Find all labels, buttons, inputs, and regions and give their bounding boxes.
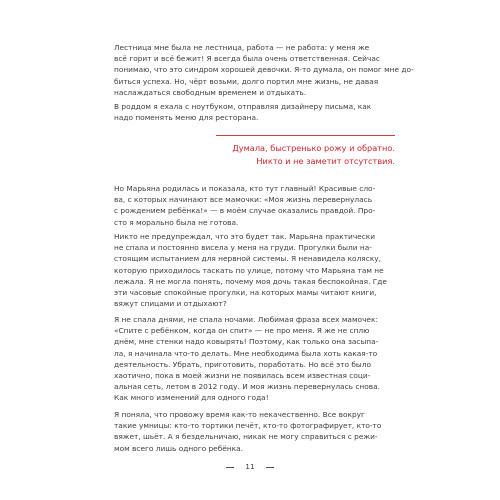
paragraph-1 bbox=[114, 42, 414, 98]
paragraph-3 bbox=[114, 183, 392, 228]
text-line: надо поменять меню для ресторана. bbox=[114, 113, 259, 123]
paragraph-5 bbox=[114, 314, 392, 404]
text-line: не спала и постоянно висела у меня на груди. Прогулки были на- bbox=[114, 243, 372, 253]
text-line: всё горит и всё бежит! Я всегда была очень ответственная. Сейчас bbox=[114, 54, 380, 64]
pull-quote-line: Думала, быстренько рожу и обратно. bbox=[232, 143, 395, 153]
text-line: лежала. Я не могла понять, почему моя дочь такая беспокойная. Где bbox=[114, 276, 387, 286]
paragraph-4 bbox=[114, 231, 392, 309]
text-line: которую приходилось таскать по улице, потому что Марьяна там не bbox=[114, 265, 384, 275]
text-line: понимаю, что это синдром хорошей девочки. Я-то думала, он помог мне до- bbox=[114, 65, 414, 75]
text-line: деятельность. Убрать, приготовить, поработать. Но всё это было bbox=[114, 359, 371, 369]
text-line: наслаждаться свободным временем и отдыхать. bbox=[114, 87, 307, 97]
text-line: Как много изменений для одного года! bbox=[114, 393, 269, 403]
page-number: 11 bbox=[245, 462, 255, 471]
text-line: ла, я начинала что-то делать. Мне необходима была хоть какая-то bbox=[114, 348, 378, 358]
text-line: «Спите с ребёнком, когда он спит» — не про меня. Я же не сплю bbox=[114, 326, 370, 336]
pull-quote bbox=[160, 142, 395, 167]
text-line: такие умницы: кто-то тортики печёт, кто-то фотографирует, кто-то bbox=[114, 421, 382, 431]
pull-quote-line: Никто и не заметит отсутствия. bbox=[256, 155, 395, 166]
paragraph-6 bbox=[114, 409, 392, 454]
text-line: днём, мне стенки надо ковырять! Поэтому, как только она засыпа- bbox=[114, 337, 379, 347]
text-line: альная сеть, летом в 2012 году. И моя жизнь перевернулась снова. bbox=[114, 382, 380, 392]
page-footer bbox=[0, 461, 500, 473]
paragraph-2 bbox=[114, 101, 392, 123]
text-line: сто я морально была не готова. bbox=[114, 217, 239, 227]
text-line: В роддом я ехала с ноутбуком, отправляя дизайнеру письма, как bbox=[114, 102, 372, 111]
text-line: Но Марьяна родилась и показала, кто тут главный! Красивые сло- bbox=[114, 184, 376, 193]
text-line: стоящим испытанием для нервной системы. Я ненавидела коляску, bbox=[114, 254, 382, 264]
footer-dash-left bbox=[226, 467, 234, 468]
text-line: с рождением ребёнка!» — в моём случае оказались правдой. Про- bbox=[114, 206, 376, 216]
text-line: мом всего лишь одного ребёнка. bbox=[114, 443, 243, 453]
text-line: Я не спала днями, не спала ночами. Любимая фраза всех мамочек: bbox=[114, 315, 378, 324]
text-line: Никто не предупреждал, что это будет так. Марьяна практически bbox=[114, 232, 376, 241]
footer-dash-right bbox=[266, 467, 274, 468]
text-line: хаотично, пока в моей жизни не появилась всем известная соци- bbox=[114, 371, 371, 381]
text-line: Лестница мне была не лестница, работа — не работа: у меня же bbox=[114, 43, 370, 52]
text-line: вяжет, шьёт. А я бездельничаю, никак не могу справиться с режи- bbox=[114, 432, 378, 442]
text-line: биться успеха. Но, чёрт возьми, долго портил мне жизнь, не давая bbox=[114, 76, 379, 86]
text-line: Я поняла, что провожу время как-то некачественно. Все вокруг bbox=[114, 410, 365, 419]
text-line: вяжут спицами и отдыхают? bbox=[114, 299, 227, 309]
text-line: ва, с которых начинают все мамочки: «Моя жизнь перевернулась bbox=[114, 195, 373, 205]
text-line: эти часовые спокойные прогулки, на которых мамы читают книги, bbox=[114, 288, 377, 298]
pull-quote-rule bbox=[216, 135, 395, 136]
